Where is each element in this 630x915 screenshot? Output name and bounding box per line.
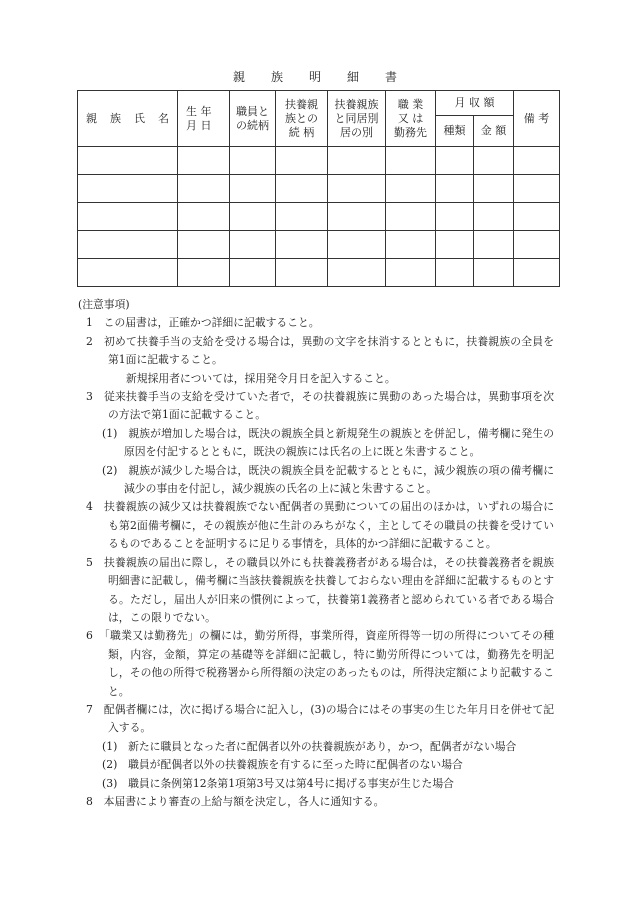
table-row	[78, 259, 560, 287]
note-3: 3 従来扶養手当の支給を受けていた者で，その扶養親族に異動のあった場合は，異動事項を次の方法で第1面に記載すること。	[86, 390, 554, 422]
note-3-1: (1) 親族が増加した場合は，既決の親族全員と新規発生の親族とを併記し，備考欄に発生の原因を付記するとともに，既決の親族には氏名の上に既と朱書すること。	[102, 426, 554, 459]
table-row	[78, 147, 560, 175]
note-6: 6 「職業又は勤務先」の欄には，勤労所得，事業所得，資産所得等一切の所得についてその種類，内容，金額，算定の基礎等を詳細に記載し，特に勤労所得については，勤務先を明記し，その他の所得で税務署から所得額の決定のあったものは，所得決定額により記載すること。	[86, 629, 554, 698]
header-occupation: 職 業 又 は 勤務先	[386, 91, 436, 147]
relatives-table	[77, 90, 560, 287]
header-income: 月 収 額	[436, 91, 514, 116]
note-2-sub: 新規採用者については，採用発令月日を記入すること。	[126, 371, 396, 385]
header-relation-dependent: 扶養親 族との 続 柄	[276, 91, 328, 147]
header-income-type: 種類	[436, 116, 474, 147]
note-3-2: (2) 親族が減少した場合は，既決の親族全員を記載するとともに，減少親族の項の備考欄に減少の事由を付記し，減少親族の氏名の上に減と朱書すること。	[102, 463, 554, 496]
note-7-2: (2) 職員が配偶者以外の扶養親族を有するに至った時に配偶者のない場合	[102, 758, 463, 772]
header-relation-staff: 職員と の続柄	[230, 91, 276, 147]
note-7-3: (3) 職員に条例第12条第1項第3号又は第4号に掲げる事実が生じた場合	[102, 776, 454, 790]
note-7-1: (1) 新たに職員となった者に配偶者以外の扶養親族があり，かつ，配偶者がない場合	[102, 739, 517, 753]
note-8: 8 本届書により審査の上給与額を決定し，各人に通知する。	[86, 794, 385, 808]
table-row	[78, 175, 560, 203]
note-1: 1 この届書は，正確かつ詳細に記載すること。	[86, 316, 320, 330]
note-4: 4 扶養親族の減少又は扶養親族でない配偶者の異動についての届出のほかは，いずれの場合にも第2面備考欄に，その親族が他に生計のみちがなく，主としてその職員の扶養を受けているものであることを証明するに足りる事情を，具体的かつ詳細に記載すること。	[86, 500, 554, 551]
document-title: 親族明細書	[232, 70, 423, 84]
header-living: 扶養親族 と同居別 居の別	[328, 91, 386, 147]
header-birthdate: 生 年 月 日	[178, 91, 230, 147]
note-5: 5 扶養親族の届出に際し，その職員以外にも扶養義務者がある場合は，その扶養義務者を親族明細書に記載し，備考欄に当該扶養親族を扶養しておらない理由を詳細に記載するものとする。ただし，届出人が旧来の慣例によって，扶養第1義務者と認められている者である場合は，この限りでない。	[86, 555, 554, 624]
note-7: 7 配偶者欄には，次に掲げる場合に記入し，(3)の場合にはその事実の生じた年月日を併せて記入する。	[86, 702, 554, 735]
notes-section	[78, 296, 554, 811]
table-row	[78, 231, 560, 259]
header-name: 親族氏名	[78, 91, 178, 147]
header-remarks: 備 考	[514, 91, 560, 147]
notes-heading: (注意事項)	[78, 298, 130, 311]
table-row	[78, 203, 560, 231]
header-income-amount: 金 額	[474, 116, 514, 147]
note-2: 2 初めて扶養手当の支給を受ける場合は，異動の文字を抹消するとともに，扶養親族の全員を第1面に記載すること。	[86, 334, 554, 367]
